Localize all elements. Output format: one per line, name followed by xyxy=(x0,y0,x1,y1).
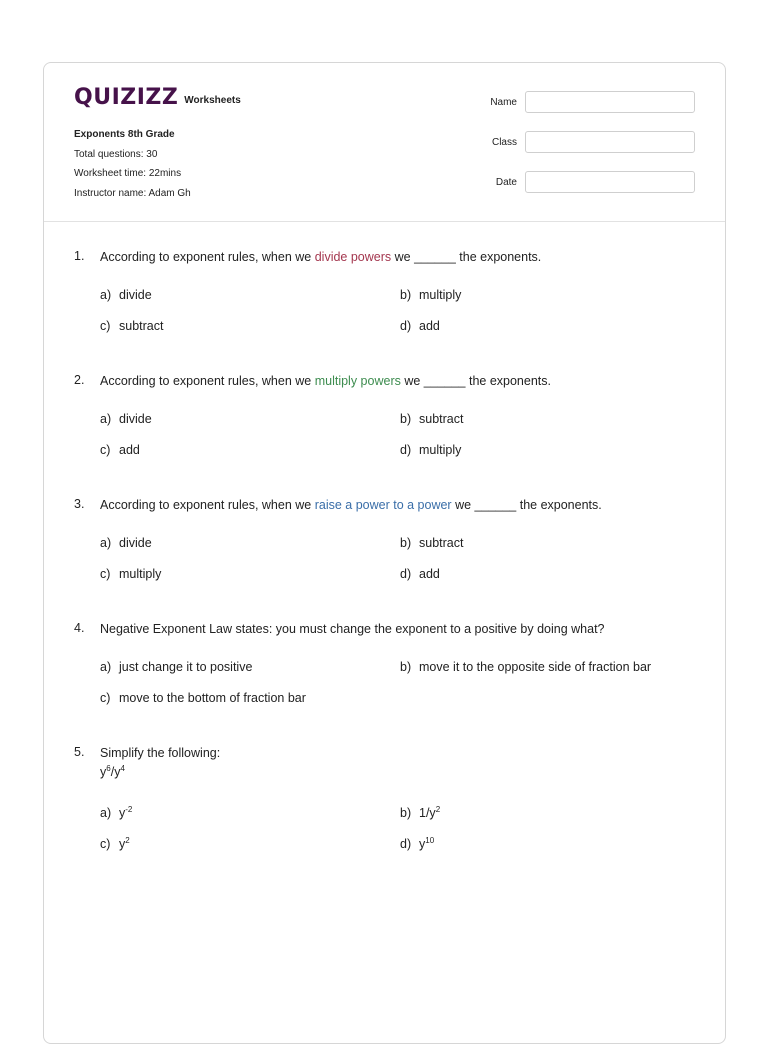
question-text: According to exponent rules, when we divide powers we ______ the exponents. xyxy=(100,250,542,264)
option-d[interactable]: d) $y^{10}$ xyxy=(400,835,435,851)
brand-subtitle: Worksheets xyxy=(184,95,241,106)
worksheet-time: Worksheet time: 22mins xyxy=(74,168,182,179)
class-input[interactable] xyxy=(525,131,695,153)
question-number: 5. xyxy=(74,745,85,759)
option-c[interactable]: c) multiply xyxy=(100,567,162,581)
quizizz-logo: QUIZIZZ xyxy=(74,85,179,110)
option-a[interactable]: a) $y^{-2}$ xyxy=(100,804,133,820)
question-number: 1. xyxy=(74,249,85,263)
name-label: Name xyxy=(490,96,517,108)
option-c[interactable]: c) add xyxy=(100,443,140,457)
class-field-row xyxy=(467,131,695,153)
option-b[interactable]: b) $1/y^2$ xyxy=(400,804,441,820)
option-b[interactable]: b) subtract xyxy=(400,412,464,426)
question-highlight: multiply powers xyxy=(314,374,401,388)
brand xyxy=(74,85,241,111)
date-label: Date xyxy=(495,176,517,188)
worksheet-page xyxy=(43,62,726,1044)
question-text: According to exponent rules, when we multiply powers we ______ the exponents. xyxy=(100,374,551,388)
worksheet-header xyxy=(44,63,725,222)
option-b[interactable]: b) move it to the opposite side of fraction bar xyxy=(400,660,652,674)
option-a[interactable]: a) divide xyxy=(100,536,152,550)
question-text: Negative Exponent Law states: you must change the exponent to a positive by doing what? xyxy=(100,622,605,636)
question-text: According to exponent rules, when we raise a power to a power we ______ the exponents. xyxy=(100,498,602,512)
instructor-name: Instructor name: Adam Gh xyxy=(74,187,191,199)
name-field-row xyxy=(467,91,695,113)
date-field-row xyxy=(467,171,695,193)
worksheet-title: Exponents 8th Grade xyxy=(74,129,175,140)
question-highlight: raise a power to a power xyxy=(314,498,452,512)
question-text: Simplify the following: xyxy=(100,746,221,760)
name-input[interactable] xyxy=(525,91,695,113)
option-c[interactable]: c) move to the bottom of fraction bar xyxy=(100,691,306,705)
question-expression: $y^6/y^4$ xyxy=(100,763,125,779)
question-number: 4. xyxy=(74,621,85,635)
option-c[interactable]: c) subtract xyxy=(100,319,164,333)
class-label: Class xyxy=(491,136,517,148)
worksheet-meta xyxy=(74,125,191,203)
option-b[interactable]: b) multiply xyxy=(400,288,462,302)
total-questions: Total questions: 30 xyxy=(74,148,158,160)
option-d[interactable]: d) add xyxy=(400,319,440,333)
option-b[interactable]: b) subtract xyxy=(400,536,464,550)
question-number: 3. xyxy=(74,497,85,511)
question-highlight: divide powers xyxy=(314,250,392,264)
question-number: 2. xyxy=(74,373,85,387)
option-d[interactable]: d) add xyxy=(400,567,440,581)
option-a[interactable]: a) just change it to positive xyxy=(100,660,253,674)
option-a[interactable]: a) divide xyxy=(100,288,152,302)
option-c[interactable]: c) $y^2$ xyxy=(100,835,130,851)
option-d[interactable]: d) multiply xyxy=(400,443,462,457)
option-a[interactable]: a) divide xyxy=(100,412,152,426)
date-input[interactable] xyxy=(525,171,695,193)
